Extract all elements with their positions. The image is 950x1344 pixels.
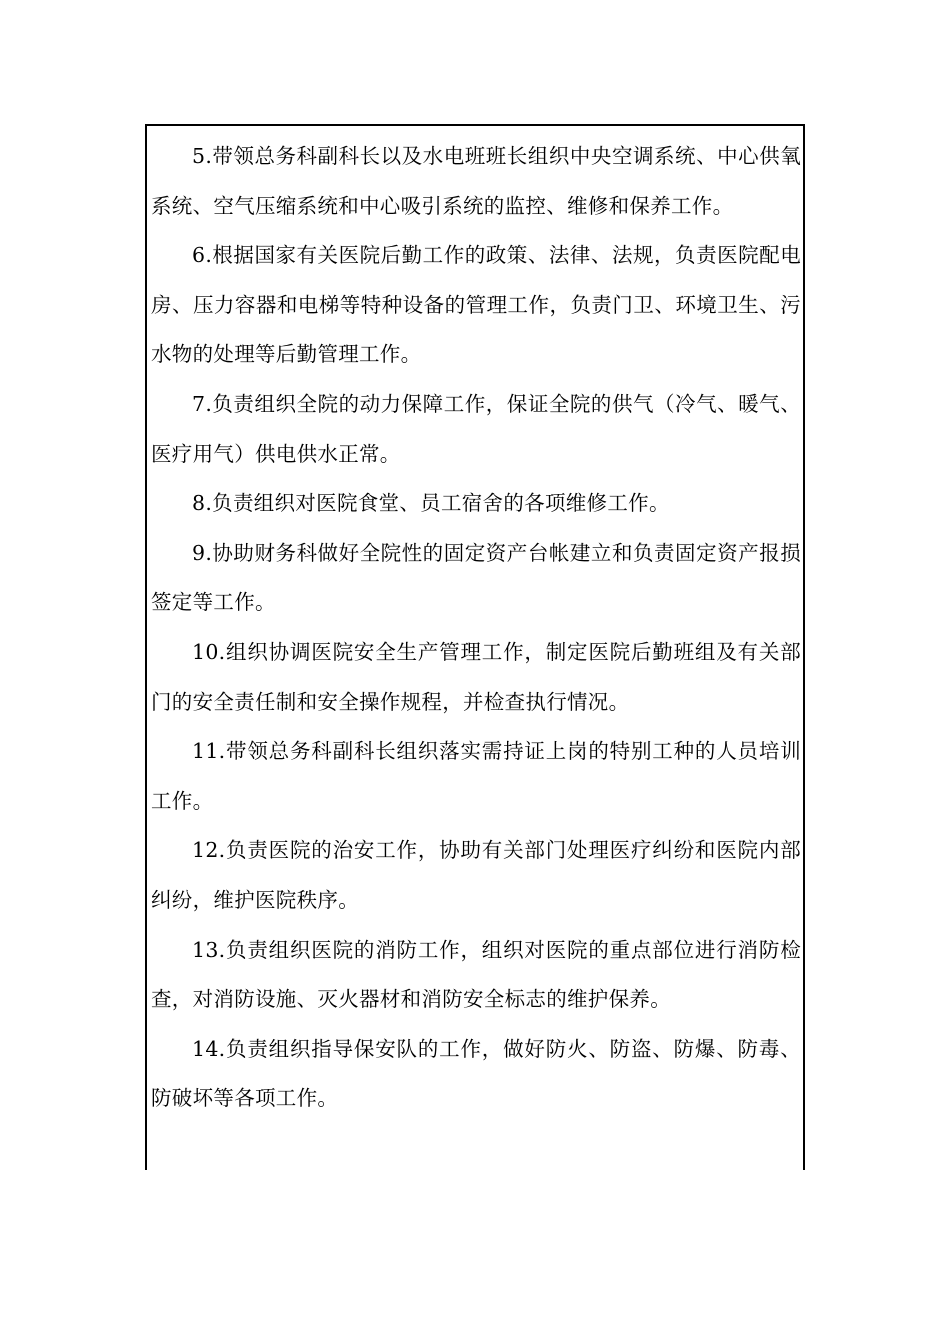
duty-item-12: 12.负责医院的治安工作，协助有关部门处理医疗纠纷和医院内部纠纷，维护医院秩序。: [151, 838, 801, 912]
duty-item-8: 8.负责组织对医院食堂、员工宿舍的各项维修工作。: [192, 491, 670, 516]
duty-item-13: 13.负责组织医院的消防工作，组织对医院的重点部位进行消防检查，对消防设施、灭火器材和消防安全标志的维护保养。: [151, 937, 801, 1012]
duty-item-9: 9.协助财务科做好全院性的固定资产台帐建立和负责固定资产报损签定等工作。: [151, 540, 801, 615]
duty-item-5: 5.带领总务科副科长以及水电班班长组织中央空调系统、中心供氧系统、空气压缩系统和中心吸引系统的监控、维修和保养工作。: [151, 144, 801, 218]
duty-list: [151, 132, 801, 1124]
duty-item-6: 6.根据国家有关医院后勤工作的政策、法律、法规，负责医院配电房、压力容器和电梯等特种设备的管理工作，负责门卫、环境卫生、污水物的处理等后勤管理工作。: [151, 243, 801, 367]
duty-item-14: 14.负责组织指导保安队的工作，做好防火、防盗、防爆、防毒、防破坏等各项工作。: [151, 1036, 801, 1111]
table-cell-border: [145, 124, 805, 1170]
duty-item-10: 10.组织协调医院安全生产管理工作，制定医院后勤班组及有关部门的安全责任制和安全操作规程，并检查执行情况。: [151, 639, 801, 714]
duty-item-11: 11.带领总务科副科长组织落实需持证上岗的特别工种的人员培训工作。: [151, 739, 801, 813]
duty-item-7: 7.负责组织全院的动力保障工作，保证全院的供气（冷气、暖气、医疗用气）供电供水正常。: [151, 391, 801, 466]
